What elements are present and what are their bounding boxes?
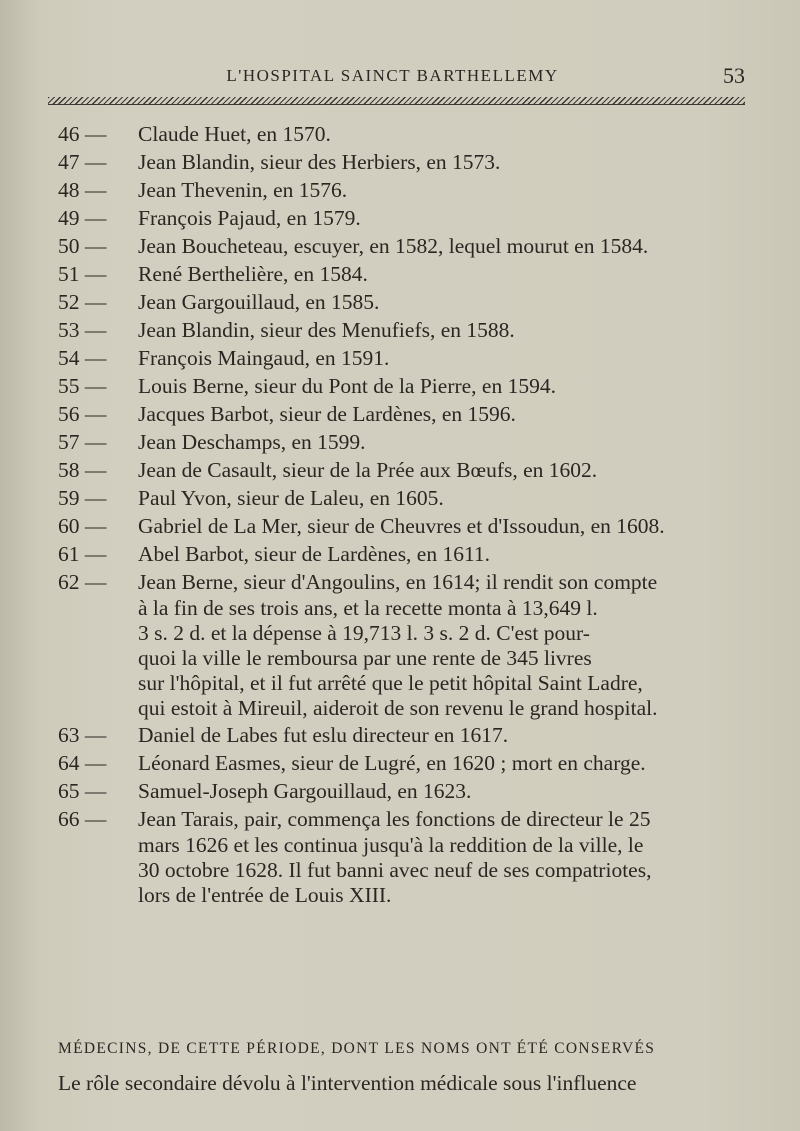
- list-item: [58, 428, 758, 456]
- entry-text: Louis Berne, sieur du Pont de la Pierre, en 1594.: [138, 374, 556, 398]
- entry-number: 55 —: [58, 374, 107, 398]
- entry-number: 63 —: [58, 723, 107, 747]
- entry-text: Gabriel de La Mer, sieur de Cheuvres et d'Issoudun, en 1608.: [138, 514, 665, 538]
- section-heading: MÉDECINS, DE CETTE PÉRIODE, DONT LES NOMS ONT ÉTÉ CONSERVÉS: [58, 1040, 656, 1057]
- decorative-rule: [48, 97, 745, 105]
- entry-text: François Maingaud, en 1591.: [138, 346, 390, 370]
- entry-number: 65 —: [58, 779, 107, 803]
- entry-text: Jean Gargouillaud, en 1585.: [138, 290, 380, 314]
- list-item: [58, 777, 758, 805]
- list-item: [58, 805, 758, 833]
- list-item: [58, 288, 758, 316]
- entry-text: Claude Huet, en 1570.: [138, 122, 331, 146]
- body-text: Le rôle secondaire dévolu à l'intervention médicale sous l'influence: [58, 1071, 637, 1095]
- running-title: L'HOSPITAL SAINCT BARTHELLEMY: [226, 66, 559, 85]
- entry-number: 53 —: [58, 318, 107, 342]
- list-item: [58, 456, 758, 484]
- entry-continuation: qui estoit à Mireuil, aideroit de son revenu le grand hospital.: [138, 696, 658, 720]
- list-item: [58, 372, 758, 400]
- entry-text: Daniel de Labes fut eslu directeur en 1617.: [138, 723, 509, 747]
- entry-number: 47 —: [58, 150, 107, 174]
- list-item: [58, 120, 758, 148]
- entry-number: 59 —: [58, 486, 107, 510]
- page-number: 53: [723, 63, 745, 88]
- list-item: [58, 260, 758, 288]
- entry-text: Jean Boucheteau, escuyer, en 1582, lequel mourut en 1584.: [138, 234, 649, 258]
- list-item: [58, 400, 758, 428]
- entry-continuation: quoi la ville le remboursa par une rente de 345 livres: [138, 646, 592, 670]
- list-item: [58, 512, 758, 540]
- entry-text: Jean Thevenin, en 1576.: [138, 178, 348, 202]
- list-item: [58, 344, 758, 372]
- entry-number: 49 —: [58, 206, 107, 230]
- entry-text: Jacques Barbot, sieur de Lardènes, en 1596.: [138, 402, 516, 426]
- directors-list: [58, 120, 758, 908]
- list-item: [58, 749, 758, 777]
- list-item: [58, 232, 758, 260]
- entry-continuation: 3 s. 2 d. et la dépense à 19,713 l. 3 s. 2 d. C'est pour-: [138, 621, 590, 645]
- entry-number: 56 —: [58, 402, 107, 426]
- entry-continuation: 30 octobre 1628. Il fut banni avec neuf de ses compatriotes,: [138, 858, 652, 882]
- list-item: [58, 148, 758, 176]
- entry-text: Paul Yvon, sieur de Laleu, en 1605.: [138, 486, 444, 510]
- entry-number: 62 —: [58, 570, 107, 594]
- entry-text: Jean Blandin, sieur des Herbiers, en 1573.: [138, 150, 501, 174]
- entry-number: 60 —: [58, 514, 107, 538]
- entry-number: 66 —: [58, 807, 107, 831]
- entry-number: 54 —: [58, 346, 107, 370]
- entry-number: 46 —: [58, 122, 107, 146]
- entry-text: Léonard Easmes, sieur de Lugré, en 1620 ; mort en charge.: [138, 751, 646, 775]
- entry-text: Jean Tarais, pair, commença les fonctions de directeur le 25: [138, 807, 651, 831]
- list-item: [58, 176, 758, 204]
- list-item: [58, 540, 758, 568]
- list-item: [58, 204, 758, 232]
- entry-continuation: sur l'hôpital, et il fut arrêté que le petit hôpital Saint Ladre,: [138, 671, 643, 695]
- list-item: [58, 316, 758, 344]
- list-item: [58, 721, 758, 749]
- entry-number: 50 —: [58, 234, 107, 258]
- entry-text: René Berthelière, en 1584.: [138, 262, 368, 286]
- entry-text: Jean de Casault, sieur de la Prée aux Bœufs, en 1602.: [138, 458, 598, 482]
- entry-continuation: à la fin de ses trois ans, et la recette monta à 13,649 l.: [138, 596, 598, 620]
- entry-continuation: mars 1626 et les continua jusqu'à la reddition de la ville, le: [138, 833, 644, 857]
- page-header: [40, 58, 745, 98]
- entry-text: Jean Berne, sieur d'Angoulins, en 1614; il rendit son compte: [138, 570, 658, 594]
- entry-number: 51 —: [58, 262, 107, 286]
- list-item: [58, 568, 758, 596]
- entry-number: 48 —: [58, 178, 107, 202]
- entry-text: Abel Barbot, sieur de Lardènes, en 1611.: [138, 542, 491, 566]
- entry-number: 57 —: [58, 430, 107, 454]
- entry-text: François Pajaud, en 1579.: [138, 206, 361, 230]
- list-item: [58, 484, 758, 512]
- entry-number: 61 —: [58, 542, 107, 566]
- entry-number: 52 —: [58, 290, 107, 314]
- entry-text: Samuel-Joseph Gargouillaud, en 1623.: [138, 779, 472, 803]
- entry-number: 58 —: [58, 458, 107, 482]
- entry-continuation: lors de l'entrée de Louis XIII.: [138, 883, 392, 907]
- entry-text: Jean Blandin, sieur des Menufiefs, en 1588.: [138, 318, 515, 342]
- entry-number: 64 —: [58, 751, 107, 775]
- entry-text: Jean Deschamps, en 1599.: [138, 430, 366, 454]
